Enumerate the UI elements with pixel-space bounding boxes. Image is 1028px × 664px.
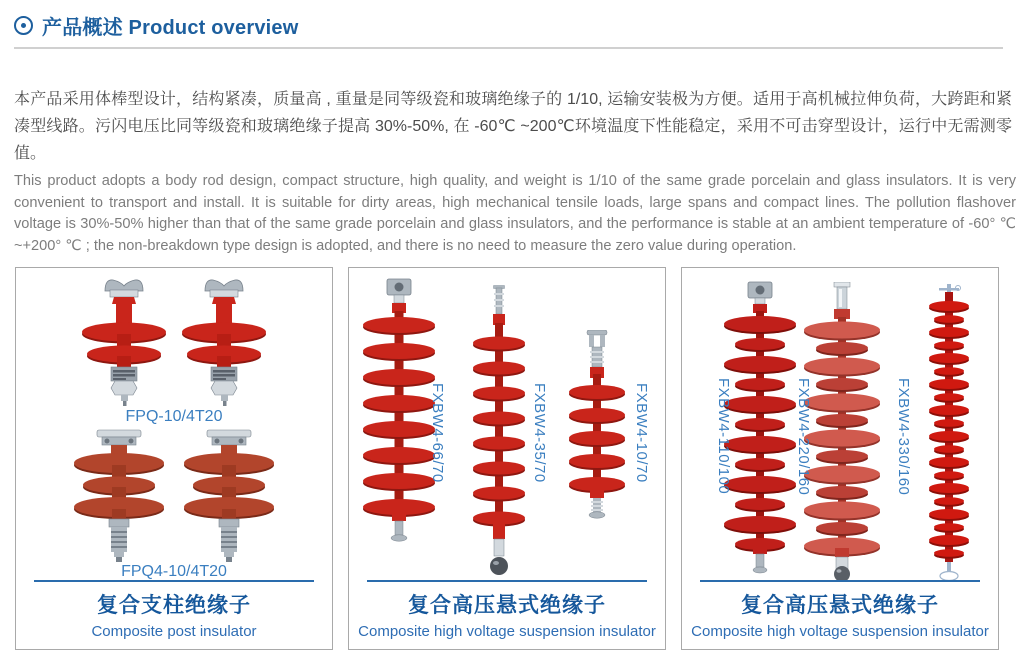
model-label: FXBW4-110/100 (715, 378, 732, 495)
product-cards (15, 267, 999, 650)
circle-dot-icon-center (21, 23, 26, 28)
insulator-image-suspension-35 (469, 285, 529, 578)
insulator-photo-pair-top (79, 276, 269, 407)
insulator-image-line-post (69, 428, 169, 562)
insulator-image-pin-post (79, 276, 169, 407)
card-title-en: Composite high voltage suspension insulator (358, 623, 656, 640)
product-card-suspension-transmission (681, 267, 999, 650)
model-label: FPQ-10/4T20 (125, 408, 223, 425)
model-label: FXBW4-66/70 (429, 383, 446, 483)
model-label: FXBW4-10/70 (633, 383, 650, 483)
model-label: FPQ4-10/4T20 (121, 563, 227, 580)
insulator-image-line-post (179, 428, 279, 562)
card-footer (682, 580, 998, 640)
insulator-image-suspension-330 (921, 284, 977, 584)
insulator-image-suspension-110 (720, 280, 800, 575)
page-title: 产品概述 Product overview (42, 17, 299, 39)
intro-paragraph-en: This product adopts a body rod design, compact structure, high quality, and weight is 1/10 of the same grade porcelain and glass insulators. It is very convenient to transport and install. It is suitable for dirty areas, high mechanical tensile loads, large spans and compact lines. The pollution flashover voltage is 30%-50% higher than that of the same grade porcelain and glass insulators, and the performance is stable at an ambient temperature of -60° ℃ ~+200° ℃ ; the non-breakdown type design is adopted, and there is no need to measure the zero value during operation. (14, 173, 1016, 254)
model-label: FXBW4-330/160 (895, 378, 912, 496)
product-card-post-insulator (15, 267, 333, 650)
page-header (14, 11, 298, 40)
card-divider (700, 580, 980, 582)
card-title-en: Composite high voltage suspension insulator (691, 623, 989, 640)
model-label: FXBW4-35/70 (531, 383, 548, 483)
insulator-photo-pair-bottom (69, 428, 279, 562)
card-title-en: Composite post insulator (91, 623, 257, 640)
model-label: FXBW4-220/160 (795, 378, 812, 496)
card-image-area (16, 276, 332, 583)
insulator-image-pin-post (179, 276, 269, 407)
insulator-image-suspension-10 (565, 330, 629, 520)
card-title-zh: 复合支柱绝缘子 (97, 594, 251, 617)
card-divider (367, 580, 647, 582)
insulator-image-suspension-220 (800, 282, 884, 582)
product-card-suspension-distribution (348, 267, 666, 650)
card-footer (349, 580, 665, 640)
card-footer (16, 580, 332, 640)
insulator-image-suspension-66 (361, 277, 437, 545)
card-title-zh: 复合高压悬式绝缘子 (741, 594, 939, 617)
card-title-zh: 复合高压悬式绝缘子 (408, 594, 606, 617)
intro-paragraph-zh: 本产品采用体棒型设计，结构紧凑，质量高 , 重量是同等级瓷和玻璃绝缘子的 1/10, 运输安装极为方便。适用于高机械拉伸负荷，大跨距和紧凑型线路。污闪电压比同等级瓷和玻璃绝缘子提高 30%-50%, 在 -60℃ ~200℃环境温度下性能稳定，采用不可击穿型设计，运行中无需测零值。 (14, 91, 1012, 162)
card-divider (34, 580, 314, 582)
header-divider (14, 47, 1003, 49)
circle-dot-icon (14, 16, 33, 35)
